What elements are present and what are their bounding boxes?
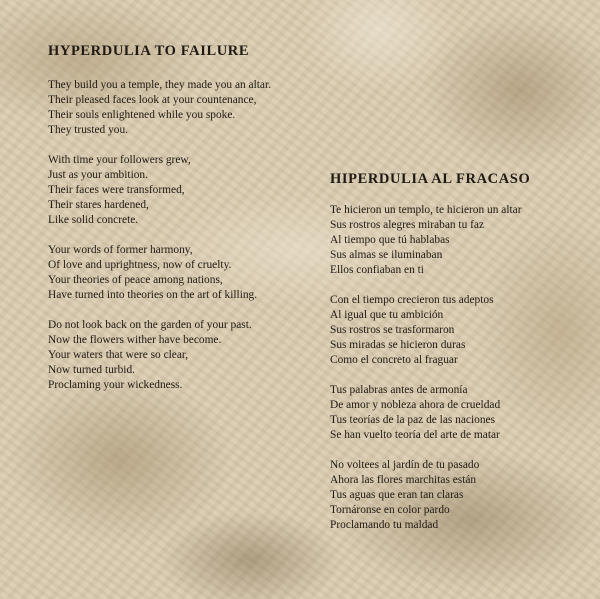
stanza bbox=[330, 458, 570, 533]
verse-line: They trusted you. bbox=[48, 124, 129, 136]
spanish-poem bbox=[330, 203, 570, 548]
stanza bbox=[48, 153, 298, 228]
verse-line: Your theories of peace among nations, bbox=[48, 274, 223, 286]
verse-line: No voltees al jardín de tu pasado bbox=[330, 459, 480, 471]
verse-line: Con el tiempo crecieron tus adeptos bbox=[330, 294, 494, 306]
verse-line: Their souls enlightened while you spoke. bbox=[48, 109, 236, 121]
verse-line: Sus miradas se hicieron duras bbox=[330, 339, 466, 351]
verse-line: Sus rostros alegres miraban tu faz bbox=[330, 219, 485, 231]
verse-line: With time your followers grew, bbox=[48, 154, 191, 166]
verse-line: Proclaming your wickedness. bbox=[48, 379, 183, 391]
verse-line: Have turned into theories on the art of killing. bbox=[48, 289, 258, 301]
spanish-title: HIPERDULIA AL FRACASO bbox=[330, 171, 531, 187]
verse-line: Their pleased faces look at your countenance, bbox=[48, 94, 257, 106]
english-title: HYPERDULIA TO FAILURE bbox=[48, 43, 250, 59]
stanza bbox=[48, 243, 298, 303]
verse-line: Your words of former harmony, bbox=[48, 244, 193, 256]
stanza bbox=[48, 78, 298, 138]
verse-line: Al tiempo que tú hablabas bbox=[330, 234, 450, 246]
verse-line: Now turned turbid. bbox=[48, 364, 135, 376]
verse-line: Ahora las flores marchitas están bbox=[330, 474, 477, 486]
stanza bbox=[330, 383, 570, 443]
verse-line: Se han vuelto teoría del arte de matar bbox=[330, 429, 500, 441]
verse-line: Just as your ambition. bbox=[48, 169, 148, 181]
verse-line: Ellos confiaban en ti bbox=[330, 264, 424, 276]
stanza bbox=[330, 203, 570, 278]
verse-line: Sus almas se iluminaban bbox=[330, 249, 443, 261]
verse-line: Your waters that were so clear, bbox=[48, 349, 189, 361]
verse-line: Do not look back on the garden of your past. bbox=[48, 319, 252, 331]
verse-line: Tus aguas que eran tan claras bbox=[330, 489, 464, 501]
stanza bbox=[48, 318, 298, 393]
verse-line: Tus palabras antes de armonía bbox=[330, 384, 468, 396]
verse-line: Al igual que tu ambición bbox=[330, 309, 444, 321]
verse-line: Tus teorías de la paz de las naciones bbox=[330, 414, 496, 426]
verse-line: Now the flowers wither have become. bbox=[48, 334, 222, 346]
english-poem bbox=[48, 78, 298, 408]
verse-line: Their faces were transformed, bbox=[48, 184, 185, 196]
verse-line: Tornáronse en color pardo bbox=[330, 504, 450, 516]
verse-line: Of love and uprightness, now of cruelty. bbox=[48, 259, 232, 271]
verse-line: Like solid concrete. bbox=[48, 214, 139, 226]
verse-line: Sus rostros se trasformaron bbox=[330, 324, 455, 336]
verse-line: Proclamando tu maldad bbox=[330, 519, 439, 531]
verse-line: De amor y nobleza ahora de crueldad bbox=[330, 399, 501, 411]
verse-line: They build you a temple, they made you an altar. bbox=[48, 79, 272, 91]
verse-line: Te hicieron un templo, te hicieron un altar bbox=[330, 204, 522, 216]
verse-line: Como el concreto al fraguar bbox=[330, 354, 458, 366]
stanza bbox=[330, 293, 570, 368]
verse-line: Their stares hardened, bbox=[48, 199, 149, 211]
